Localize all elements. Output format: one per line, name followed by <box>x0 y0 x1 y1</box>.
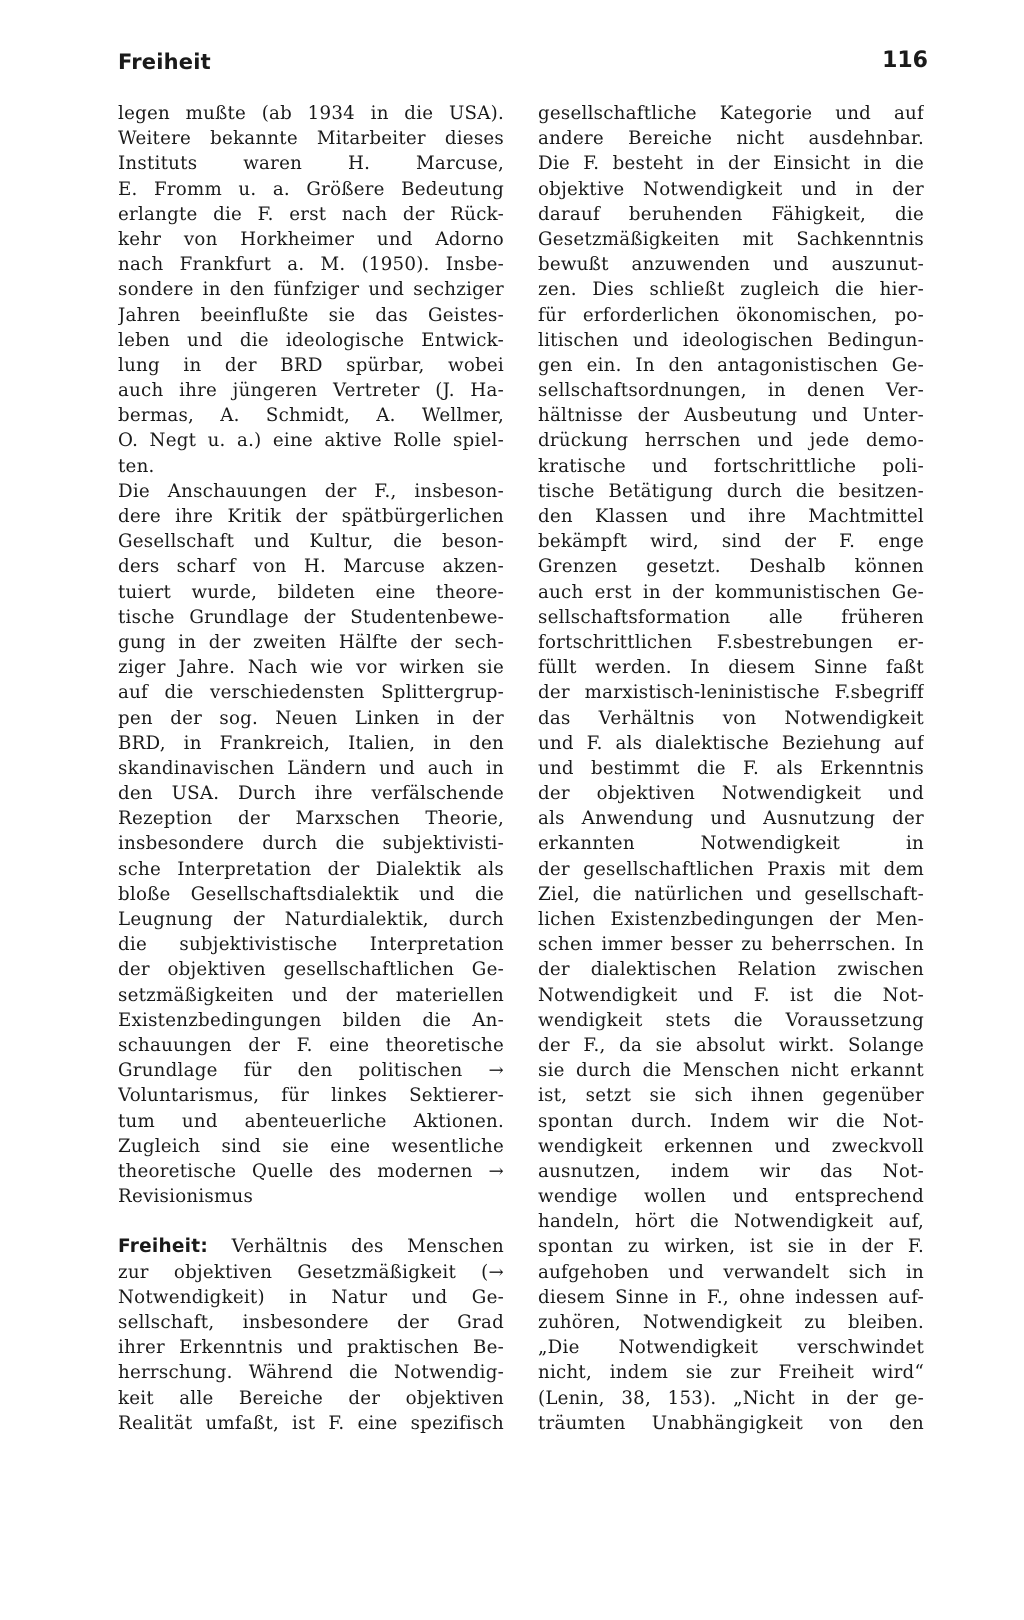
text-line: (Lenin, 38, 153). „Nicht in der ge- <box>538 1387 924 1409</box>
text-line: wendige wollen und entsprechend <box>538 1186 924 1208</box>
text-line: Die F. besteht in der Einsicht in die <box>538 153 924 175</box>
text-line: Instituts waren H. Marcuse, <box>118 153 504 175</box>
text-line: pen der sog. Neuen Linken in der <box>118 707 504 729</box>
text-line: spontan durch. Indem wir die Not- <box>538 1110 924 1132</box>
text-line: tuiert wurde, bildeten eine theore- <box>118 581 504 603</box>
text-line: keit alle Bereiche der objektiven <box>118 1387 504 1409</box>
text-line: litischen und ideologischen Bedingun- <box>538 329 924 351</box>
text-line: die subjektivistische Interpretation <box>118 934 504 956</box>
text-line: der objektiven Notwendigkeit und <box>538 783 924 805</box>
text-line: das Verhältnis von Notwendigkeit <box>538 707 924 729</box>
text-line: skandinavischen Ländern und auch in <box>118 757 504 779</box>
text-line: fortschrittlichen F.sbestrebungen er- <box>538 631 924 653</box>
text-line: leben und die ideologische Entwick- <box>118 329 504 351</box>
text-line: Gesellschaft und Kultur, die beson- <box>118 531 504 553</box>
text-line: erkannten Notwendigkeit in <box>538 833 924 855</box>
text-line: Grundlage für den politischen → <box>118 1060 504 1082</box>
text-line: ziger Jahre. Nach wie vor wirken sie <box>118 657 504 679</box>
text-line: Grenzen gesetzt. Deshalb können <box>538 556 924 578</box>
text-line: ausnutzen, indem wir das Not- <box>538 1160 924 1182</box>
text-line: schen immer besser zu beherrschen. In <box>538 934 924 956</box>
text-line: andere Bereiche nicht ausdehnbar. <box>538 128 924 150</box>
text-line: tische Grundlage der Studentenbewe- <box>118 606 504 628</box>
text-line: auch ihre jüngeren Vertreter (J. Ha- <box>118 380 504 402</box>
text-line: Notwendigkeit und F. ist die Not- <box>538 984 924 1006</box>
text-line: wendigkeit erkennen und zweckvoll <box>538 1135 924 1157</box>
text-line: Voluntarismus, für linkes Sektierer- <box>118 1085 504 1107</box>
text-line: erlangte die F. erst nach der Rück- <box>118 203 504 225</box>
text-line: diesem Sinne in F., ohne indessen auf- <box>538 1286 924 1308</box>
text-line: ders scharf von H. Marcuse akzen- <box>118 556 504 578</box>
entry-first-line: Verhältnis des Menschen <box>208 1236 504 1258</box>
text-line: setzmäßigkeiten und der materiellen <box>118 984 504 1006</box>
text-line: auf die verschiedensten Splittergrup- <box>118 682 504 704</box>
text-line: Die Anschauungen der F., insbeson- <box>118 480 504 502</box>
text-line: ist, setzt sie sich ihnen gegenüber <box>538 1085 924 1107</box>
text-line: lung in der BRD spürbar, wobei <box>118 354 504 376</box>
entry-heading-line <box>118 1234 504 1259</box>
text-line: Rezeption der Marxschen Theorie, <box>118 808 504 830</box>
text-line: Weitere bekannte Mitarbeiter dieses <box>118 128 504 150</box>
text-line: sche Interpretation der Dialektik als <box>118 858 504 880</box>
text-line: theoretische Quelle des modernen → <box>118 1160 504 1182</box>
text-line: kehr von Horkheimer und Adorno <box>118 228 504 250</box>
text-line: kratische und fortschrittliche poli- <box>538 455 924 477</box>
text-line: objektive Notwendigkeit und in der <box>538 178 924 200</box>
page-number: 116 <box>882 48 928 73</box>
right-column <box>538 101 924 1436</box>
text-line: zuhören, Notwendigkeit zu bleiben. <box>538 1312 924 1333</box>
text-line: drückung herrschen und jede demo- <box>538 430 924 452</box>
text-line: und F. als dialektische Beziehung auf <box>538 732 924 754</box>
text-line: für erforderlichen ökonomischen, po- <box>538 304 924 326</box>
text-line: wendigkeit stets die Voraussetzung <box>538 1009 924 1031</box>
text-line: tum und abenteuerliche Aktionen. <box>118 1110 504 1132</box>
text-line: dere ihre Kritik der spätbürgerlichen <box>118 506 504 527</box>
text-line: gen ein. In den antagonistischen Ge- <box>538 354 924 376</box>
text-line: gesellschaftliche Kategorie und auf <box>538 103 924 124</box>
text-line: „Die Notwendigkeit verschwindet <box>538 1337 924 1359</box>
text-line: herrschung. Während die Notwendig- <box>118 1362 504 1384</box>
text-line: der F., da sie absolut wirkt. Solange <box>538 1034 924 1056</box>
text-line: sellschaftsformation alle früheren <box>538 606 924 628</box>
text-line: zur objektiven Gesetzmäßigkeit (→ <box>118 1261 504 1283</box>
text-line: aufgehoben und verwandelt sich in <box>538 1261 924 1283</box>
text-line: nach Frankfurt a. M. (1950). Insbe- <box>118 254 504 276</box>
text-line: als Anwendung und Ausnutzung der <box>538 808 924 830</box>
text-line: Jahren beeinflußte sie das Geistes- <box>118 304 504 326</box>
entry-gap <box>118 1209 504 1234</box>
text-line: den Klassen und ihre Machtmittel <box>538 506 924 527</box>
text-line: sellschaftsordnungen, in denen Ver- <box>538 380 924 402</box>
text-line: bekämpft wird, sind der F. enge <box>538 531 924 553</box>
text-line: der dialektischen Relation zwischen <box>538 959 924 981</box>
running-head: Freiheit <box>118 50 211 74</box>
text-line: Notwendigkeit) in Natur und Ge- <box>118 1286 504 1308</box>
text-line: schauungen der F. eine theoretische <box>118 1034 504 1056</box>
text-line: E. Fromm u. a. Größere Bedeutung <box>118 178 504 200</box>
text-line: träumten Unabhängigkeit von den <box>538 1412 924 1434</box>
text-line: bloße Gesellschaftsdialektik und die <box>118 883 504 905</box>
text-line: sie durch die Menschen nicht erkannt <box>538 1060 924 1082</box>
text-line: lichen Existenzbedingungen der Men- <box>538 909 924 930</box>
text-line: Zugleich sind sie eine wesentliche <box>118 1135 504 1157</box>
text-line: der marxistisch-leninistische F.sbegriff <box>538 682 924 704</box>
left-column <box>118 101 504 1436</box>
text-line: hältnisse der Ausbeutung und Unter- <box>538 405 924 427</box>
text-line: insbesondere durch die subjektivisti- <box>118 833 504 855</box>
text-line: Ziel, die natürlichen und gesellschaft- <box>538 883 924 905</box>
text-line: füllt werden. In diesem Sinne faßt <box>538 657 924 679</box>
text-line: handeln, hört die Notwendigkeit auf, <box>538 1211 924 1233</box>
text-line: nicht, indem sie zur Freiheit wird“ <box>538 1362 924 1384</box>
text-line: Gesetzmäßigkeiten mit Sachkenntnis <box>538 228 924 250</box>
text-line: sondere in den fünfziger und sechziger <box>118 279 504 301</box>
entry-headword: Freiheit: <box>118 1236 209 1258</box>
text-line: den USA. Durch ihre verfälschende <box>118 783 504 805</box>
text-line: spontan zu wirken, ist sie in der F. <box>538 1236 924 1258</box>
text-line: bermas, A. Schmidt, A. Wellmer, <box>118 405 504 427</box>
text-line: darauf beruhenden Fähigkeit, die <box>538 203 924 225</box>
text-line: O. Negt u. a.) eine aktive Rolle spiel- <box>118 430 504 452</box>
text-line: legen mußte (ab 1934 in die USA). <box>118 103 504 124</box>
text-line: der gesellschaftlichen Praxis mit dem <box>538 858 924 880</box>
text-line: zen. Dies schließt zugleich die hier- <box>538 279 924 301</box>
text-line: Existenzbedingungen bilden die An- <box>118 1009 504 1031</box>
text-line: und bestimmt die F. als Erkenntnis <box>538 757 924 779</box>
text-line: der objektiven gesellschaftlichen Ge- <box>118 959 504 981</box>
text-line: tische Betätigung durch die besitzen- <box>538 480 924 502</box>
text-line: Revisionismus <box>118 1186 254 1208</box>
text-line: ten. <box>118 455 155 477</box>
text-line: Realität umfaßt, ist F. eine spezifisch <box>118 1412 504 1434</box>
text-line: gung in der zweiten Hälfte der sech- <box>118 631 504 653</box>
text-line: BRD, in Frankreich, Italien, in den <box>118 732 504 754</box>
text-line: ihrer Erkenntnis und praktischen Be- <box>118 1337 504 1359</box>
text-line: Leugnung der Naturdialektik, durch <box>118 909 504 930</box>
text-line: auch erst in der kommunistischen Ge- <box>538 581 924 603</box>
text-line: sellschaft, insbesondere der Grad <box>118 1312 504 1333</box>
text-line: bewußt anzuwenden und auszunut- <box>538 254 924 276</box>
